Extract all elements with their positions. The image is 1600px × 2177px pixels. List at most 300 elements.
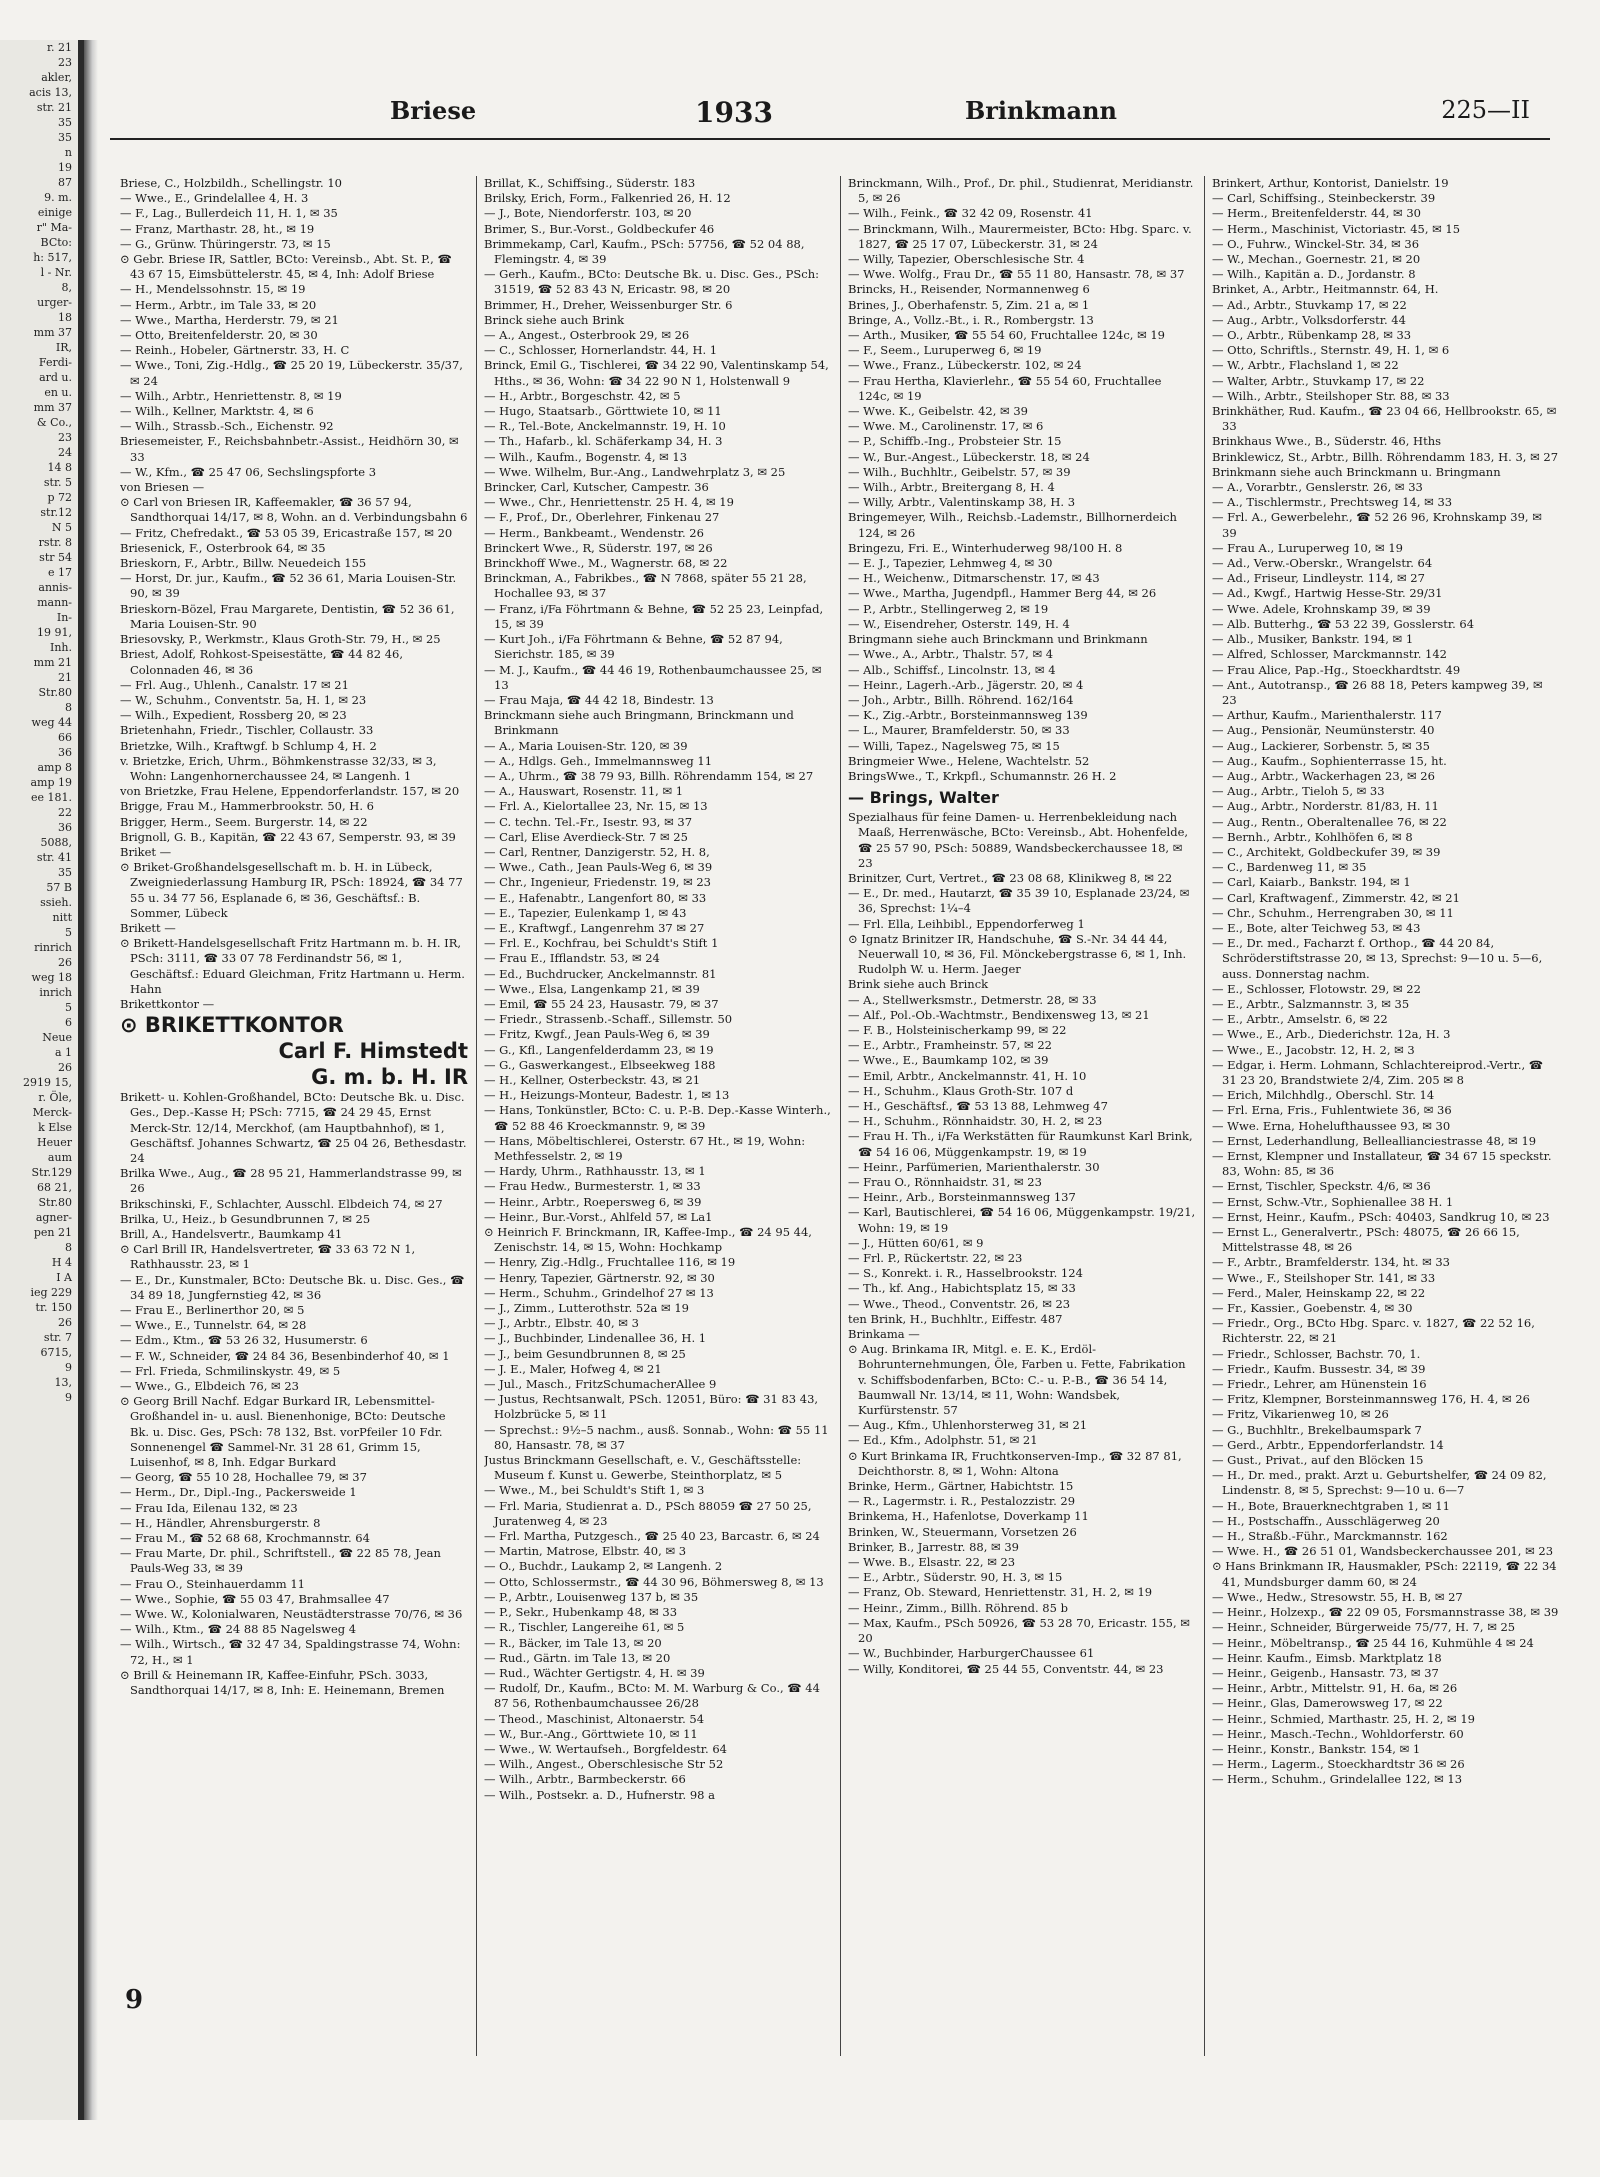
directory-entry: — P., Arbtr., Louisenweg 137 b, ✉ 35: [484, 1589, 699, 1604]
directory-entry: — Frau Hedw., Burmesterstr. 1, ✉ 33: [484, 1179, 701, 1194]
directory-entry: — J., beim Gesundbrunnen 8, ✉ 25: [484, 1346, 686, 1361]
prev-page-fragment: amp 19: [30, 776, 72, 789]
directory-entry: — J., Zimm., Lutterothstr. 52a ✉ 19: [484, 1301, 689, 1316]
directory-entry: — Theod., Maschinist, Altonaerstr. 54: [484, 1711, 705, 1726]
prev-page-fragment: 19: [58, 161, 72, 174]
directory-entry: — Herm., Bankbeamt., Wendenstr. 26: [484, 525, 704, 540]
prev-page-fragment: ieg 229: [30, 1286, 72, 1299]
directory-entry: — P., Schiffb.-Ing., Probsteier Str. 15: [848, 434, 1062, 449]
directory-entry: — R., Bäcker, im Tale 13, ✉ 20: [484, 1635, 662, 1650]
directory-entry: — Heinr., Zimm., Billh. Röhrend. 85 b: [848, 1600, 1068, 1615]
directory-entry: — Herm., Dr., Dipl.-Ing., Packersweide 1: [120, 1485, 357, 1500]
prev-page-fragment: en u.: [44, 386, 72, 399]
directory-entry: — Willy, Konditorei, ☎ 25 44 55, Conventstr. 44, ✉ 23: [848, 1661, 1164, 1676]
prev-page-fragment: 5088,: [40, 836, 72, 849]
directory-entry: — Alfred, Schlosser, Marckmannstr. 142: [1212, 647, 1447, 662]
directory-entry: — W., Kfm., ☎ 25 47 06, Sechslingspforte 3: [120, 464, 377, 479]
prev-page-fragment: 36: [58, 821, 72, 834]
prev-page-fragment: agner-: [35, 1211, 72, 1224]
directory-entry: — Wilh., Arbtr., Breitergang 8, H. 4: [848, 480, 1055, 495]
prev-page-fragment: pen 21: [33, 1226, 72, 1239]
directory-entry: Brinck siehe auch Brink: [484, 312, 625, 327]
columns-container: [120, 176, 1559, 2056]
directory-entry: ⊙ Georg Brill Nachf. Edgar Burkard IR, Lebensmittel-Großhandel in- u. ausl. Bienenhonige, BCto: Deutsche Bk. u. Disc. Ges, PSch: 78 132, Bst. vorPfeiler 10 Fdr. Sonnenengel ☎ Sammel-Nr. 31 28 61, Grimm 15, Luisenhof, ✉ 8, Inh. Edgar Burkard: [120, 1394, 446, 1470]
directory-entry: Brinkert, Arthur, Kontorist, Danielstr. 19: [1212, 176, 1449, 190]
prev-page-fragment: tr. 150: [35, 1301, 72, 1314]
directory-entry: — Wwe., Franz., Lübeckerstr. 102, ✉ 24: [848, 358, 1082, 373]
directory-entry: Brinkmann siehe auch Brinckmann u. Bringmann: [1212, 464, 1501, 479]
directory-entry: Brinckman, A., Fabrikbes., ☎ N 7868, später 55 21 28, Hochallee 93, ✉ 37: [484, 571, 807, 601]
directory-entry: — Georg, ☎ 55 10 28, Hochallee 79, ✉ 37: [120, 1470, 367, 1485]
prev-page-fragment: r" Ma-: [36, 221, 72, 234]
prev-page-fragment: BCto:: [40, 236, 72, 249]
directory-entry: Briesenick, F., Osterbrook 64, ✉ 35: [120, 540, 326, 555]
directory-entry: — Justus, Rechtsanwalt, PSch. 12051, Büro: ☎ 31 83 43, Holzbrücke 5, ✉ 11: [484, 1392, 819, 1422]
directory-entry: — Henry, Tapezier, Gärtnerstr. 92, ✉ 30: [484, 1270, 715, 1285]
directory-entry: Spezialhaus für feine Damen- u. Herrenbekleidung nach Maaß, Herrenwäsche, BCto: Vereinsb., Abt. Hohenfelde, ☎ 25 57 90, PSch: 50889, Wandsbeckerchaussee 18, ✉ 23: [848, 810, 1189, 870]
directory-entry: — Aug., Arbtr., Volksdorferstr. 44: [1212, 312, 1406, 327]
directory-entry: — Wwe., Sophie, ☎ 55 03 47, Brahmsallee 47: [120, 1591, 390, 1606]
directory-entry: — Henry, Zig.-Hdlg., Fruchtallee 116, ✉ 19: [484, 1255, 736, 1270]
directory-entry: — H., Arbtr., Borgeschstr. 42, ✉ 5: [484, 388, 681, 403]
directory-entry: Brinke, Herm., Gärtner, Habichtstr. 15: [848, 1479, 1074, 1494]
directory-entry: — Alb., Schiffsf., Lincolnstr. 13, ✉ 4: [848, 662, 1056, 677]
directory-entry: — Heinr., Möbeltransp., ☎ 25 44 16, Kuhmühle 4 ✉ 24: [1212, 1635, 1534, 1650]
directory-entry: Briesemeister, F., Reichsbahnbetr.-Assist., Heidhörn 30, ✉ 33: [120, 434, 459, 464]
directory-entry: — Wwe. K., Geibelstr. 42, ✉ 39: [848, 404, 1028, 419]
prev-page-fragment: N 5: [51, 521, 72, 534]
directory-entry: — Frau Maja, ☎ 44 42 18, Bindestr. 13: [484, 692, 714, 707]
directory-entry: — Frau O., Rönnhaidstr. 31, ✉ 23: [848, 1175, 1042, 1189]
directory-entry: — Frau Hertha, Klavierlehr., ☎ 55 54 60, Fruchtallee 124c, ✉ 19: [848, 373, 1162, 403]
directory-entry: Brinkema, H., Hafenlotse, Doverkamp 11: [848, 1509, 1089, 1524]
prev-page-fragment: Merck-: [32, 1106, 72, 1119]
prev-page-fragment: ee 181.: [30, 791, 72, 804]
prev-page-fragment: H 4: [51, 1256, 72, 1269]
directory-entry: — E., Arbtr., Amselstr. 6, ✉ 22: [1212, 1012, 1388, 1027]
directory-entry: — Aug., Arbtr., Norderstr. 81/83, H. 11: [1212, 799, 1439, 814]
directory-entry: — P., Arbtr., Stellingerweg 2, ✉ 19: [848, 601, 1049, 616]
prev-page-fragment: 21: [58, 671, 72, 684]
directory-entry: — Wilh., Kapitän a. D., Jordanstr. 8: [1212, 267, 1416, 282]
column-2: [484, 176, 832, 2056]
directory-entry: Brieskorn-Bözel, Frau Margarete, Dentistin, ☎ 52 36 61, Maria Louisen-Str. 90: [120, 601, 455, 631]
directory-entry: Brilka Wwe., Aug., ☎ 28 95 21, Hammerlandstrasse 99, ✉ 26: [120, 1166, 462, 1196]
directory-entry: Brikett —: [120, 920, 176, 935]
directory-entry: Brinckmann, Wilh., Prof., Dr. phil., Studienrat, Meridianstr. 5, ✉ 26: [848, 176, 1194, 206]
prev-page-fragment: mm 21: [33, 656, 72, 669]
directory-entry: — Hugo, Staatsarb., Görttwiete 10, ✉ 11: [484, 404, 722, 419]
directory-entry: — Horst, Dr. jur., Kaufm., ☎ 52 36 61, Maria Louisen-Str. 90, ✉ 39: [120, 571, 457, 601]
directory-entry: — Heinr., Schmied, Marthastr. 25, H. 2, ✉ 19: [1212, 1711, 1475, 1726]
prev-page-fragment: 5: [65, 926, 72, 939]
directory-entry: — E., Kraftwgf., Langenrehm 37 ✉ 27: [484, 920, 705, 935]
directory-entry: — Fritz, Vikarienweg 10, ✉ 26: [1212, 1407, 1389, 1422]
directory-entry: — Martin, Matrose, Elbstr. 40, ✉ 3: [484, 1544, 687, 1559]
directory-entry: — Fritz, Chefredakt., ☎ 53 05 39, Ericastraße 157, ✉ 20: [120, 525, 453, 540]
prev-page-fragment: Neue: [42, 1031, 72, 1044]
directory-entry: Briest, Adolf, Rohkost-Speisestätte, ☎ 44 82 46, Colonnaden 46, ✉ 36: [120, 647, 403, 677]
prev-page-fragment: 35: [58, 116, 72, 129]
directory-entry: ⊙ Gebr. Briese IR, Sattler, BCto: Vereinsb., Abt. St. P., ☎ 43 67 15, Eimsbüttelerstr. 45, ✉ 4, Inh: Adolf Briese: [120, 252, 452, 282]
directory-entry: — Ed., Kfm., Adolphstr. 51, ✉ 21: [848, 1433, 1038, 1448]
directory-entry: — Wwe. Wolfg., Frau Dr., ☎ 55 11 80, Hansastr. 78, ✉ 37: [848, 267, 1185, 282]
directory-entry: — Heinr., Arbtr., Roepersweg 6, ✉ 39: [484, 1194, 702, 1209]
directory-entry: — J., Buchbinder, Lindenallee 36, H. 1: [484, 1331, 707, 1346]
prev-page-fragment: 6: [65, 1016, 72, 1029]
prev-page-fragment: str. 41: [36, 851, 72, 864]
prev-page-fragment: 19 91,: [37, 626, 72, 639]
directory-entry: Carl F. Himstedt: [278, 1039, 468, 1064]
directory-entry: — Wilh., Wirtsch., ☎ 32 47 34, Spaldingstrasse 74, Wohn: 72, H., ✉ 1: [120, 1637, 461, 1667]
prev-page-fragment: 87: [58, 176, 72, 189]
directory-entry: — Reinh., Hobeler, Gärtnerstr. 33, H. C: [120, 343, 350, 358]
directory-entry: — Kurt Joh., i/Fa Föhrtmann & Behne, ☎ 52 87 94, Sierichstr. 185, ✉ 39: [484, 632, 783, 662]
directory-entry: Brinckmann siehe auch Bringmann, Brinckmann und Brinkmann: [484, 708, 794, 738]
directory-entry: — R., Lagermstr. i. R., Pestalozzistr. 29: [848, 1494, 1076, 1509]
directory-entry: — Wilh., Arbtr., Henriettenstr. 8, ✉ 19: [120, 388, 342, 403]
directory-entry: — Wwe., E., Tunnelstr. 64, ✉ 28: [120, 1318, 307, 1333]
directory-entry: — Wwe., W. Wertaufseh., Borgfeldestr. 64: [484, 1741, 727, 1756]
directory-entry: — H., Dr. med., prakt. Arzt u. Geburtshelfer, ☎ 24 09 82, Lindenstr. 8, ✉ 5, Sprechst: 9—10 u. 6—7: [1212, 1468, 1547, 1498]
directory-entry: Justus Brinckmann Gesellschaft, e. V., Geschäftsstelle: Museum f. Kunst u. Gewerbe, Steinthorplatz, ✉ 5: [484, 1453, 802, 1483]
directory-entry: — Franz, i/Fa Föhrtmann & Behne, ☎ 52 25 23, Leinpfad, 15, ✉ 39: [484, 601, 824, 631]
header-rule: [110, 138, 1550, 140]
directory-entry: — Aug., Kaufm., Sophienterrasse 15, ht.: [1212, 753, 1447, 768]
directory-entry: — Carl, Elise Averdieck-Str. 7 ✉ 25: [484, 829, 688, 844]
directory-entry: — Ernst, Tischler, Speckstr. 4/6, ✉ 36: [1212, 1179, 1431, 1194]
directory-entry: Brietenhahn, Friedr., Tischler, Collaustr. 33: [120, 723, 374, 738]
directory-entry: — Frau E., Ifflandstr. 53, ✉ 24: [484, 951, 660, 966]
directory-entry: — P., Sekr., Hubenkamp 48, ✉ 33: [484, 1605, 678, 1620]
directory-entry: von Brietzke, Frau Helene, Eppendorferlandstr. 157, ✉ 20: [120, 784, 460, 799]
directory-entry: — O., Buchdr., Laukamp 2, ✉ Langenh. 2: [484, 1559, 723, 1574]
directory-entry: G. m. b. H. IR: [311, 1065, 468, 1090]
directory-entry: — Hans, Tonkünstler, BCto: C. u. P.-B. Dep.-Kasse Winterh., ☎ 52 88 46 Kroeckmannstr. 9, ✉ 39: [484, 1103, 831, 1133]
prev-page-fragment: mann-: [37, 596, 72, 609]
directory-entry: — Ad., Friseur, Lindleystr. 114, ✉ 27: [1212, 571, 1425, 586]
directory-entry: Brinckert Wwe., R, Süderstr. 197, ✉ 26: [484, 540, 713, 555]
directory-entry: — Wilh., Postsekr. a. D., Hufnerstr. 98 a: [484, 1787, 715, 1802]
prev-page-fragment: akler,: [41, 71, 72, 84]
directory-entry: — W., Bur.-Ang., Görttwiete 10, ✉ 11: [484, 1726, 698, 1741]
directory-entry: — F., Lag., Bullerdeich 11, H. 1, ✉ 35: [120, 206, 338, 221]
directory-entry: — Emil, Arbtr., Anckelmannstr. 41, H. 10: [848, 1068, 1087, 1083]
directory-entry: — Sprechst.: 9½–5 nachm., ausß. Sonnab., Wohn: ☎ 55 11 80, Hansastr. 78, ✉ 37: [484, 1422, 829, 1452]
directory-entry: — Heinr., Konstr., Bankstr. 154, ✉ 1: [1212, 1741, 1421, 1756]
directory-entry: — Wwe. Erna, Hohelufthaussee 93, ✉ 30: [1212, 1118, 1451, 1133]
directory-entry: — H., Händler, Ahrensburgerstr. 8: [120, 1515, 321, 1530]
prev-page-fragment: p 72: [47, 491, 72, 504]
directory-entry: — Heinr., Schneider, Bürgerweide 75/77, H. 7, ✉ 25: [1212, 1620, 1516, 1635]
directory-entry: — Heinr., Masch.-Techn., Wohldorferstr. 60: [1212, 1726, 1464, 1741]
directory-entry: — J., Arbtr., Elbstr. 40, ✉ 3: [484, 1316, 639, 1331]
prev-page-fragment: str. 5: [43, 476, 72, 489]
directory-entry: Bringmann siehe auch Brinckmann und Brinkmann: [848, 632, 1148, 647]
header-page-number: 225—II: [1441, 96, 1530, 124]
directory-entry: — L., Maurer, Bramfelderstr. 50, ✉ 33: [848, 723, 1070, 738]
prev-page-fragment: einige: [37, 206, 72, 219]
directory-entry: — H., Schuhm., Klaus Groth-Str. 107 d: [848, 1083, 1074, 1098]
directory-entry: — H., Postschaffn., Ausschlägerweg 20: [1212, 1513, 1440, 1528]
page-header: [110, 78, 1550, 142]
directory-entry: Briket —: [120, 844, 172, 859]
directory-entry: von Briesen —: [120, 480, 205, 495]
prev-page-fragment: 26: [58, 956, 72, 969]
directory-entry: — Heinr., Bur.-Vorst., Ahlfeld 57, ✉ La1: [484, 1209, 713, 1224]
directory-entry: Brietzke, Wilh., Kraftwgf. b Schlump 4, H. 2: [120, 738, 377, 753]
directory-entry: — G., Grünw. Thüringerstr. 73, ✉ 15: [120, 236, 331, 251]
directory-entry: — Wilh., Arbtr., Barmbeckerstr. 66: [484, 1772, 686, 1787]
directory-entry: — Arth., Musiker, ☎ 55 54 60, Fruchtallee 124c, ✉ 19: [848, 328, 1165, 343]
directory-entry: — Heinr., Arb., Borsteinmannsweg 137: [848, 1190, 1076, 1205]
prev-page-fragment: rstr. 8: [38, 536, 72, 549]
directory-entry: — Wwe., Martha, Herderstr. 79, ✉ 21: [120, 312, 339, 327]
directory-entry: — Joh., Arbtr., Billh. Röhrend. 162/164: [848, 692, 1074, 707]
book-spine: [84, 40, 98, 2120]
directory-entry: — A., Hauswart, Rosenstr. 11, ✉ 1: [484, 784, 684, 799]
directory-entry: BringsWwe., T., Krkpfl., Schumannstr. 26 H. 2: [848, 768, 1117, 783]
prev-page-fragment: 23: [58, 56, 72, 69]
previous-page-edge: [0, 40, 84, 2120]
directory-entry: — M. J., Kaufm., ☎ 44 46 19, Rothenbaumchaussee 25, ✉ 13: [484, 662, 822, 692]
directory-entry: Bringmeier Wwe., Helene, Wachtelstr. 52: [848, 753, 1090, 768]
directory-entry: — Wilh., Ktm., ☎ 24 88 85 Nagelsweg 4: [120, 1622, 357, 1637]
directory-entry: — Aug., Arbtr., Wackerhagen 23, ✉ 26: [1212, 768, 1435, 783]
prev-page-fragment: 8,: [61, 281, 72, 294]
directory-entry: — E., Dr. med., Hautarzt, ☎ 35 39 10, Esplanade 23/24, ✉ 36, Sprechst: 1¼–4: [848, 886, 1190, 916]
prev-page-fragment: 22: [58, 806, 72, 819]
directory-entry: — Wilh., Expedient, Rossberg 20, ✉ 23: [120, 708, 347, 723]
directory-entry: — Heinr., Arbtr., Mittelstr. 91, H. 6a, ✉ 26: [1212, 1681, 1458, 1696]
directory-entry: — Wilh., Feink., ☎ 32 42 09, Rosenstr. 41: [848, 206, 1093, 221]
directory-entry: — A., Tischlermstr., Prechtsweg 14, ✉ 33: [1212, 495, 1453, 510]
prev-page-fragment: 13,: [54, 1376, 72, 1389]
prev-page-fragment: 18: [58, 311, 72, 324]
directory-entry: — E., Tapezier, Eulenkamp 1, ✉ 43: [484, 905, 687, 920]
directory-entry: ⊙ Carl von Briesen IR, Kaffeemakler, ☎ 36 57 94, Sandthorquai 14/17, ✉ 8, Wohn. an d. Verbindungsbahn 6: [120, 495, 468, 525]
directory-entry: — Aug., Arbtr., Tieloh 5, ✉ 33: [1212, 784, 1385, 799]
directory-entry: — H., Schuhm., Rönnhaidstr. 30, H. 2, ✉ 23: [848, 1114, 1103, 1129]
directory-entry: — A., Hdlgs. Geh., Immelmannsweg 11: [484, 753, 713, 768]
directory-entry: Brink siehe auch Brinck: [848, 977, 989, 992]
directory-entry: — Frl. Martha, Putzgesch., ☎ 25 40 23, Barcastr. 6, ✉ 24: [484, 1529, 820, 1544]
prev-page-fragment: 23: [58, 431, 72, 444]
directory-entry: — Wilh., Angest., Oberschlesische Str 52: [484, 1757, 724, 1772]
directory-entry: — F. W., Schneider, ☎ 24 84 36, Besenbinderhof 40, ✉ 1: [120, 1348, 450, 1363]
prev-page-fragment: 9. m.: [44, 191, 72, 204]
directory-entry: — Friedr., Lehrer, am Hünenstein 16: [1212, 1377, 1427, 1392]
directory-entry: — Th., kf. Ang., Habichtsplatz 15, ✉ 33: [848, 1281, 1076, 1296]
directory-entry: — E., Arbtr., Salzmannstr. 3, ✉ 35: [1212, 996, 1410, 1011]
directory-entry: — Chr., Ingenieur, Friedenstr. 19, ✉ 23: [484, 875, 711, 890]
directory-entry: Brikschinski, F., Schlachter, Ausschl. Elbdeich 74, ✉ 27: [120, 1196, 443, 1211]
directory-entry: — Chr., Schuhm., Herrengraben 30, ✉ 11: [1212, 905, 1454, 920]
directory-entry: — Fr., Kassier., Goebenstr. 4, ✉ 30: [1212, 1301, 1413, 1316]
directory-entry: — Hardy, Uhrm., Rathhausstr. 13, ✉ 1: [484, 1164, 706, 1179]
prev-page-fragment: 14 8: [47, 461, 72, 474]
header-right-term: Brinkmann: [965, 96, 1117, 125]
directory-entry: — E., Dr., Kunstmaler, BCto: Deutsche Bk. u. Disc. Ges., ☎ 34 89 18, Jungfernstieg 42, ✉ 36: [120, 1272, 465, 1302]
directory-entry: — Frl. A., Gewerbelehr., ☎ 52 26 96, Krohnskamp 39, ✉ 39: [1212, 510, 1542, 540]
directory-entry: ⊙ BRIKETTKONTOR: [120, 1013, 344, 1038]
directory-entry: — E., Hafenabtr., Langenfort 80, ✉ 33: [484, 890, 707, 905]
prev-page-fragment: annis-: [38, 581, 72, 594]
directory-entry: — W., Schuhm., Conventstr. 5a, H. 1, ✉ 23: [120, 692, 367, 707]
prev-page-fragment: r. 21: [46, 41, 72, 54]
directory-entry: Brigger, Herm., Seem. Burgerstr. 14, ✉ 22: [120, 814, 368, 829]
directory-entry: — Wilh., Strassb.-Sch., Eichenstr. 92: [120, 419, 334, 434]
directory-entry: — E., Bote, alter Teichweg 53, ✉ 43: [1212, 920, 1421, 935]
directory-entry: — F., Seem., Luruperweg 6, ✉ 19: [848, 343, 1042, 358]
directory-entry: — Heinr., Lagerh.-Arb., Jägerstr. 20, ✉ 4: [848, 677, 1084, 692]
directory-entry: — Alb., Musiker, Bankstr. 194, ✉ 1: [1212, 632, 1414, 647]
directory-entry: — Max, Kaufm., PSch 50926, ☎ 53 28 70, Ericastr. 155, ✉ 20: [848, 1615, 1190, 1646]
directory-entry: — Friedr., Kaufm. Bussestr. 34, ✉ 39: [1212, 1361, 1426, 1376]
prev-page-fragment: 68 21,: [37, 1181, 72, 1194]
directory-entry: — Jul., Masch., FritzSchumacherAllee 9: [484, 1377, 717, 1392]
directory-entry: — E., Schlosser, Flotowstr. 29, ✉ 22: [1212, 981, 1421, 996]
prev-page-fragment: 8: [65, 701, 72, 714]
directory-entry: — J., Hütten 60/61, ✉ 9: [848, 1235, 984, 1250]
column-divider: [476, 176, 477, 2056]
directory-entry: — Wwe., Elsa, Langenkamp 21, ✉ 39: [484, 981, 700, 996]
directory-entry: — Wwe., E., Arb., Diederichstr. 12a, H. 3: [1212, 1027, 1451, 1042]
directory-entry: — R., Tel.-Bote, Anckelmannstr. 19, H. 10: [484, 419, 726, 434]
prev-page-fragment: str.12: [40, 506, 72, 519]
prev-page-fragment: 26: [58, 1316, 72, 1329]
directory-entry: — Ernst L., Generalvertr., PSch: 48075, ☎ 26 66 15, Mittelstrasse 48, ✉ 26: [1212, 1225, 1520, 1255]
directory-entry: — Frl. Erna, Fris., Fuhlentwiete 36, ✉ 36: [1212, 1103, 1452, 1118]
directory-entry: — Alb. Butterhg., ☎ 53 22 39, Gosslerstr. 64: [1212, 616, 1475, 631]
directory-entry: — Herm., Schuhm., Grindelallee 122, ✉ 13: [1212, 1772, 1463, 1787]
directory-entry: Brimmer, H., Dreher, Weissenburger Str. 6: [484, 297, 733, 312]
directory-entry: Brikett- u. Kohlen-Großhandel, BCto: Deutsche Bk. u. Disc. Ges., Dep.-Kasse H; PSch: 7715, ☎ 24 29 45, Ernst Merck-Str. 12/14, Merckhof, (am Hauptbahnhof), ✉ 1, Geschäftsf. Johannes Schwartz, ☎ 25 04 26, Bethesdastr. 24: [120, 1090, 467, 1165]
directory-entry: ⊙ Brikett-Handelsgesellschaft Fritz Hartmann m. b. H. IR, PSch: 3111, ☎ 33 07 78 Ferdinandstr 56, ✉ 1, Geschäftsf.: Eduard Gleichman, Fritz Hartmann u. Herm. Hahn: [120, 936, 465, 996]
prev-page-fragment: inrich: [39, 986, 72, 999]
column-divider: [840, 176, 841, 2056]
directory-entry: — Wwe., M., bei Schuldt's Stift 1, ✉ 3: [484, 1483, 705, 1498]
directory-entry: Brikettkontor —: [120, 996, 215, 1011]
directory-entry: — Frl. P., Rückertstr. 22, ✉ 23: [848, 1251, 1023, 1266]
footer-number: 9: [125, 1985, 144, 2015]
directory-entry: ⊙ Briket-Großhandelsgesellschaft m. b. H. in Lübeck, Zweigniederlassung Hamburg IR, PSch: 18924, ☎ 34 77 55 u. 34 77 56, Esplanade 6, ✉ 36, Geschäftsf.: B. Sommer, Lübeck: [120, 860, 463, 920]
column-3: [848, 176, 1196, 2056]
prev-page-fragment: rinrich: [34, 941, 72, 954]
directory-entry: — Frau A., Luruperweg 10, ✉ 19: [1212, 540, 1403, 555]
prev-page-fragment: Str.129: [31, 1166, 72, 1179]
prev-page-fragment: 26: [58, 1061, 72, 1074]
directory-entry: — Herm., Breitenfelderstr. 44, ✉ 30: [1212, 206, 1421, 221]
directory-entry: — G., Kfl., Langenfelderdamm 23, ✉ 19: [484, 1042, 714, 1057]
directory-entry: — Gerh., Kaufm., BCto: Deutsche Bk. u. Disc. Ges., PSch: 31519, ☎ 52 83 43 N, Ericastr. 98, ✉ 20: [484, 267, 819, 297]
directory-entry: — C. techn. Tel.-Fr., Isestr. 93, ✉ 37: [484, 814, 693, 829]
directory-entry: — Wwe., Martha, Jugendpfl., Hammer Berg 44, ✉ 26: [848, 586, 1157, 601]
prev-page-fragment: 2919 15,: [23, 1076, 72, 1089]
directory-entry: Brinitzer, Curt, Vertret., ☎ 23 08 68, Klinikweg 8, ✉ 22: [848, 870, 1173, 885]
directory-entry: Brilsky, Erich, Form., Falkenried 26, H. 12: [484, 191, 731, 206]
prev-page-fragment: str. 21: [36, 101, 72, 114]
directory-entry: — W., Arbtr., Flachsland 1, ✉ 22: [1212, 358, 1399, 373]
prev-page-fragment: I A: [56, 1271, 72, 1284]
directory-entry: — Wwe., E., Baumkamp 102, ✉ 39: [848, 1053, 1049, 1068]
directory-entry: — F., Prof., Dr., Oberlehrer, Finkenau 27: [484, 510, 720, 525]
prev-page-fragment: 9: [65, 1391, 72, 1404]
directory-entry: — Willi, Tapez., Nagelsweg 75, ✉ 15: [848, 738, 1060, 753]
directory-entry: — Wwe. H., ☎ 26 51 01, Wandsbeckerchaussee 201, ✉ 23: [1212, 1544, 1554, 1559]
directory-entry: — Wilh., Kaufm., Bogenstr. 4, ✉ 13: [484, 449, 688, 464]
directory-entry: — H., Mendelssohnstr. 15, ✉ 19: [120, 282, 306, 297]
directory-entry: — Ad., Arbtr., Stuvkamp 17, ✉ 22: [1212, 297, 1407, 312]
directory-entry: — Heinr., Holzexp., ☎ 22 09 05, Forsmannstrasse 38, ✉ 39: [1212, 1605, 1559, 1620]
prev-page-fragment: k Else: [38, 1121, 72, 1134]
directory-entry: ⊙ Hans Brinkmann IR, Hausmakler, PSch: 22119, ☎ 22 34 41, Mundsburger damm 60, ✉ 24: [1212, 1559, 1557, 1589]
directory-entry: Brinkhäther, Rud. Kaufm., ☎ 23 04 66, Hellbrookstr. 65, ✉ 33: [1212, 404, 1557, 434]
prev-page-fragment: ssieh.: [40, 896, 72, 909]
prev-page-fragment: mm 37: [33, 326, 72, 339]
prev-page-fragment: Str.80: [38, 1196, 72, 1209]
directory-entry: — A., Uhrm., ☎ 38 79 93, Billh. Röhrendamm 154, ✉ 27: [484, 768, 814, 783]
directory-entry: — A., Vorarbtr., Genslerstr. 26, ✉ 33: [1212, 480, 1423, 495]
prev-page-fragment: 24: [58, 446, 72, 459]
directory-entry: Bringezu, Fri. E., Winterhuderweg 98/100 H. 8: [848, 540, 1123, 555]
directory-entry: v. Brietzke, Erich, Uhrm., Böhmkenstrasse 32/33, ✉ 3, Wohn: Langenhornerchaussee 24, ✉ Langenh. 1: [120, 753, 437, 783]
prev-page-fragment: In-: [56, 611, 72, 624]
directory-entry: — H., Weichenw., Ditmarschenstr. 17, ✉ 43: [848, 571, 1100, 586]
directory-entry: — Walter, Arbtr., Stuvkamp 17, ✉ 22: [1212, 373, 1425, 388]
directory-entry: ⊙ Ignatz Brinitzer IR, Handschuhe, ☎ S.-Nr. 34 44 44, Neuerwall 10, ✉ 36, Fil. Mönckebergstrasse 6, ✉ 1, Inh. Rudolph W. u. Herm. Jaeger: [848, 931, 1187, 977]
directory-entry: — E., Arbtr., Süderstr. 90, H. 3, ✉ 15: [848, 1570, 1063, 1585]
directory-entry: — Gerd., Arbtr., Eppendorferlandstr. 14: [1212, 1437, 1444, 1452]
directory-entry: — Ad., Kwgf., Hartwig Hesse-Str. 29/31: [1212, 586, 1443, 601]
directory-entry: Brinckhoff Wwe., M., Wagnerstr. 68, ✉ 22: [484, 556, 728, 571]
prev-page-fragment: e 17: [47, 566, 72, 579]
directory-entry: — Heinr., Glas, Damerowsweg 17, ✉ 22: [1212, 1696, 1443, 1711]
directory-entry: — Aug., Pensionär, Neumünsterstr. 40: [1212, 723, 1435, 738]
directory-entry: — Ferd., Maler, Heinskamp 22, ✉ 22: [1212, 1285, 1426, 1300]
directory-entry: — C., Bardenweg 11, ✉ 35: [1212, 860, 1367, 875]
prev-page-fragment: 9: [65, 1361, 72, 1374]
directory-entry: Brieskorn, F., Arbtr., Billw. Neuedeich 155: [120, 556, 367, 571]
directory-entry: Brinck, Emil G., Tischlerei, ☎ 34 22 90, Valentinskamp 54, Hths., ✉ 36, Wohn: ☎ 34 22 90 N 1, Holstenwall 9: [484, 358, 829, 388]
directory-entry: — A., Angest., Osterbrook 29, ✉ 26: [484, 328, 690, 343]
directory-entry: — S., Konrekt. i. R., Hasselbrookstr. 124: [848, 1266, 1083, 1281]
directory-entry: — W., Buchbinder, HarburgerChaussee 61: [848, 1646, 1095, 1661]
directory-entry: — Rudolf, Dr., Kaufm., BCto: M. M. Warburg & Co., ☎ 44 87 56, Rothenbaumchaussee 26/28: [484, 1681, 820, 1711]
directory-entry: — Aug., Rentn., Oberaltenallee 76, ✉ 22: [1212, 814, 1447, 829]
directory-entry: — Wwe., G., Elbdeich 76, ✉ 23: [120, 1379, 299, 1394]
directory-entry: — Wilh., Buchhltr., Geibelstr. 57, ✉ 39: [848, 464, 1071, 479]
directory-entry: — Wilh., Arbtr., Steilshoper Str. 88, ✉ 33: [1212, 388, 1450, 403]
directory-entry: Brinken, W., Steuermann, Vorsetzen 26: [848, 1524, 1077, 1539]
prev-page-fragment: str. 7: [43, 1331, 72, 1344]
directory-entry: — Willy, Tapezier, Oberschlesische Str. 4: [848, 252, 1085, 267]
directory-entry: — W., Eisendreher, Osterstr. 149, H. 4: [848, 616, 1070, 631]
prev-page-fragment: str 54: [39, 551, 72, 564]
directory-entry: — Wwe., Cath., Jean Pauls-Weg 6, ✉ 39: [484, 860, 713, 875]
directory-entry: — Frl. E., Kochfrau, bei Schuldt's Stift 1: [484, 936, 719, 951]
directory-entry: Brignoll, G. B., Kapitän, ☎ 22 43 67, Semperstr. 93, ✉ 39: [120, 829, 456, 844]
directory-entry: — C., Schlosser, Hornerlandstr. 44, H. 1: [484, 343, 718, 358]
directory-entry: — Gust., Privat., auf den Blöcken 15: [1212, 1453, 1424, 1468]
directory-entry: — F. B., Holsteinischerkamp 99, ✉ 22: [848, 1022, 1067, 1037]
header-left-term: Briese: [390, 96, 477, 125]
prev-page-fragment: 66: [58, 731, 72, 744]
prev-page-fragment: Ferdi-: [38, 356, 72, 369]
directory-entry: — Arthur, Kaufm., Marienthalerstr. 117: [1212, 708, 1442, 723]
header-year: 1933: [695, 96, 773, 129]
directory-entry: — Frl. A., Kielortallee 23, Nr. 15, ✉ 13: [484, 799, 708, 814]
